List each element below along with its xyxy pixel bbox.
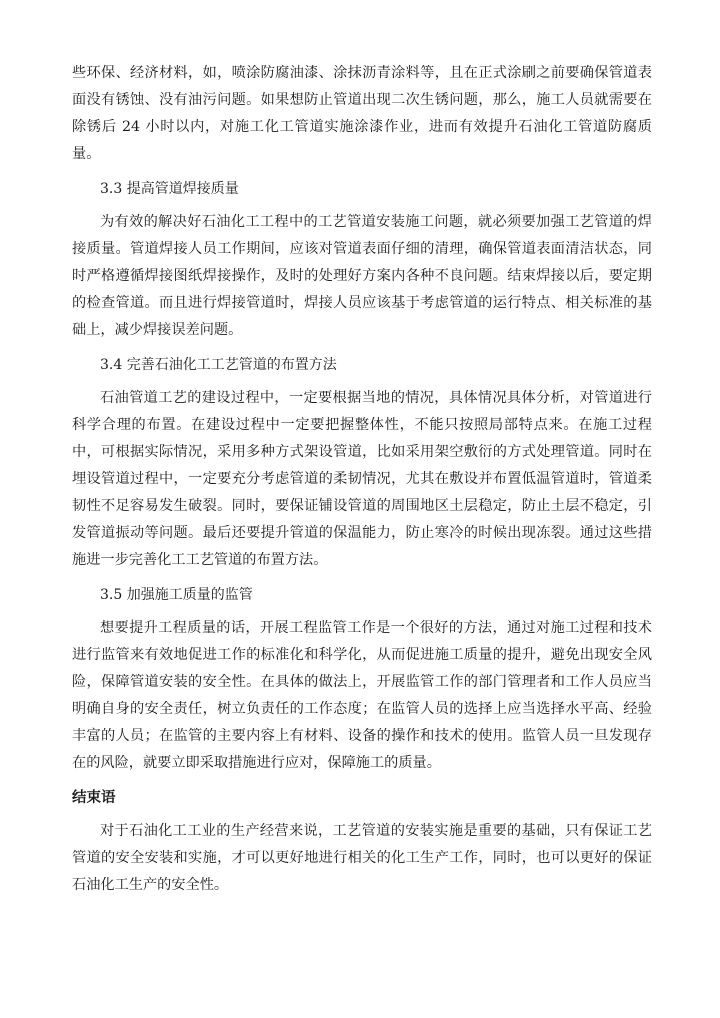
section-heading-3-5: 3.5 加强施工质量的监管 xyxy=(100,587,253,603)
paragraph-welding: 为有效的解决好石油化工工程中的工艺管道安装施工问题，就必须要加强工艺管道的焊接质量。管道焊接人员工作期间，应该对管道表面仔细的清理，确保管道表面清洁状态，同时严格遵循焊接图纸焊接操作，及时的处理好方案内各种不良问题。结束焊接以后，要定期的检查管道。而且进行焊接管道时，焊接人员应该基于考虑管道的运行特点、相关标准的基础上，减少焊接误差问题。 xyxy=(72,214,652,338)
paragraph-layout: 石油管道工艺的建设过程中，一定要根据当地的情况，具体情况具体分析，对管道进行科学合理的布置。在建设过程中一定要把握整体性，不能只按照局部特点来。在施工过程中，可根据实际情况，采用多种方式架设管道，比如采用架空敷衍的方式处理管道。同时在埋设管道过程中，一定要充分考虑管道的柔韧情况，尤其在敷设并布置低温管道时，管道柔韧性不足容易发生破裂。同时，要保证铺设管道的周围地区土层稳定，防止土层不稳定，引发管道振动等问题。最后还要提升管道的保温能力，防止寒冷的时候出现冻裂。通过这些措施进一步完善化工工艺管道的布置方法。 xyxy=(72,390,652,568)
section-heading-3-3: 3.3 提高管道焊接质量 xyxy=(100,181,239,197)
paragraph-supervision: 想要提升工程质量的话，开展工程监管工作是一个很好的方法，通过对施工过程和技术进行监管来有效地促进工作的标准化和科学化，从而促进施工质量的提升，避免出现安全风险，保障管道安装的安全性。在具体的做法上，开展监管工作的部门管理者和工作人员应当明确自身的安全责任，树立负责任的工作态度；在监管人员的选择上应当选择水平高、经验丰富的人员；在监管的主要内容上有材料、设备的操作和技术的使用。监管人员一旦发现存在的风险，就要立即采取措施进行应对，保障施工的质量。 xyxy=(72,620,652,771)
document-page xyxy=(72,60,652,899)
conclusion-heading: 结束语 xyxy=(72,790,116,806)
section-heading-3-4: 3.4 完善石油化工工艺管道的布置方法 xyxy=(100,357,337,373)
paragraph-anticorrosion: 些环保、经济材料，如，喷涂防腐油漆、涂抹沥青涂料等，且在正式涂刷之前要确保管道表面没有锈蚀、没有油污问题。如果想防止管道出现二次生锈问题，那么，施工人员就需要在除锈后 24 小时以内，对施工化工管道实施涂漆作业，进而有效提升石油化工管道防腐质量。 xyxy=(72,65,652,162)
paragraph-conclusion: 对于石油化工工业的生产经营来说，工艺管道的安装实施是重要的基础，只有保证工艺管道的安全安装和实施，才可以更好地进行相关的化工生产工作，同时，也可以更好的保证石油化工生产的安全性。 xyxy=(72,823,652,893)
